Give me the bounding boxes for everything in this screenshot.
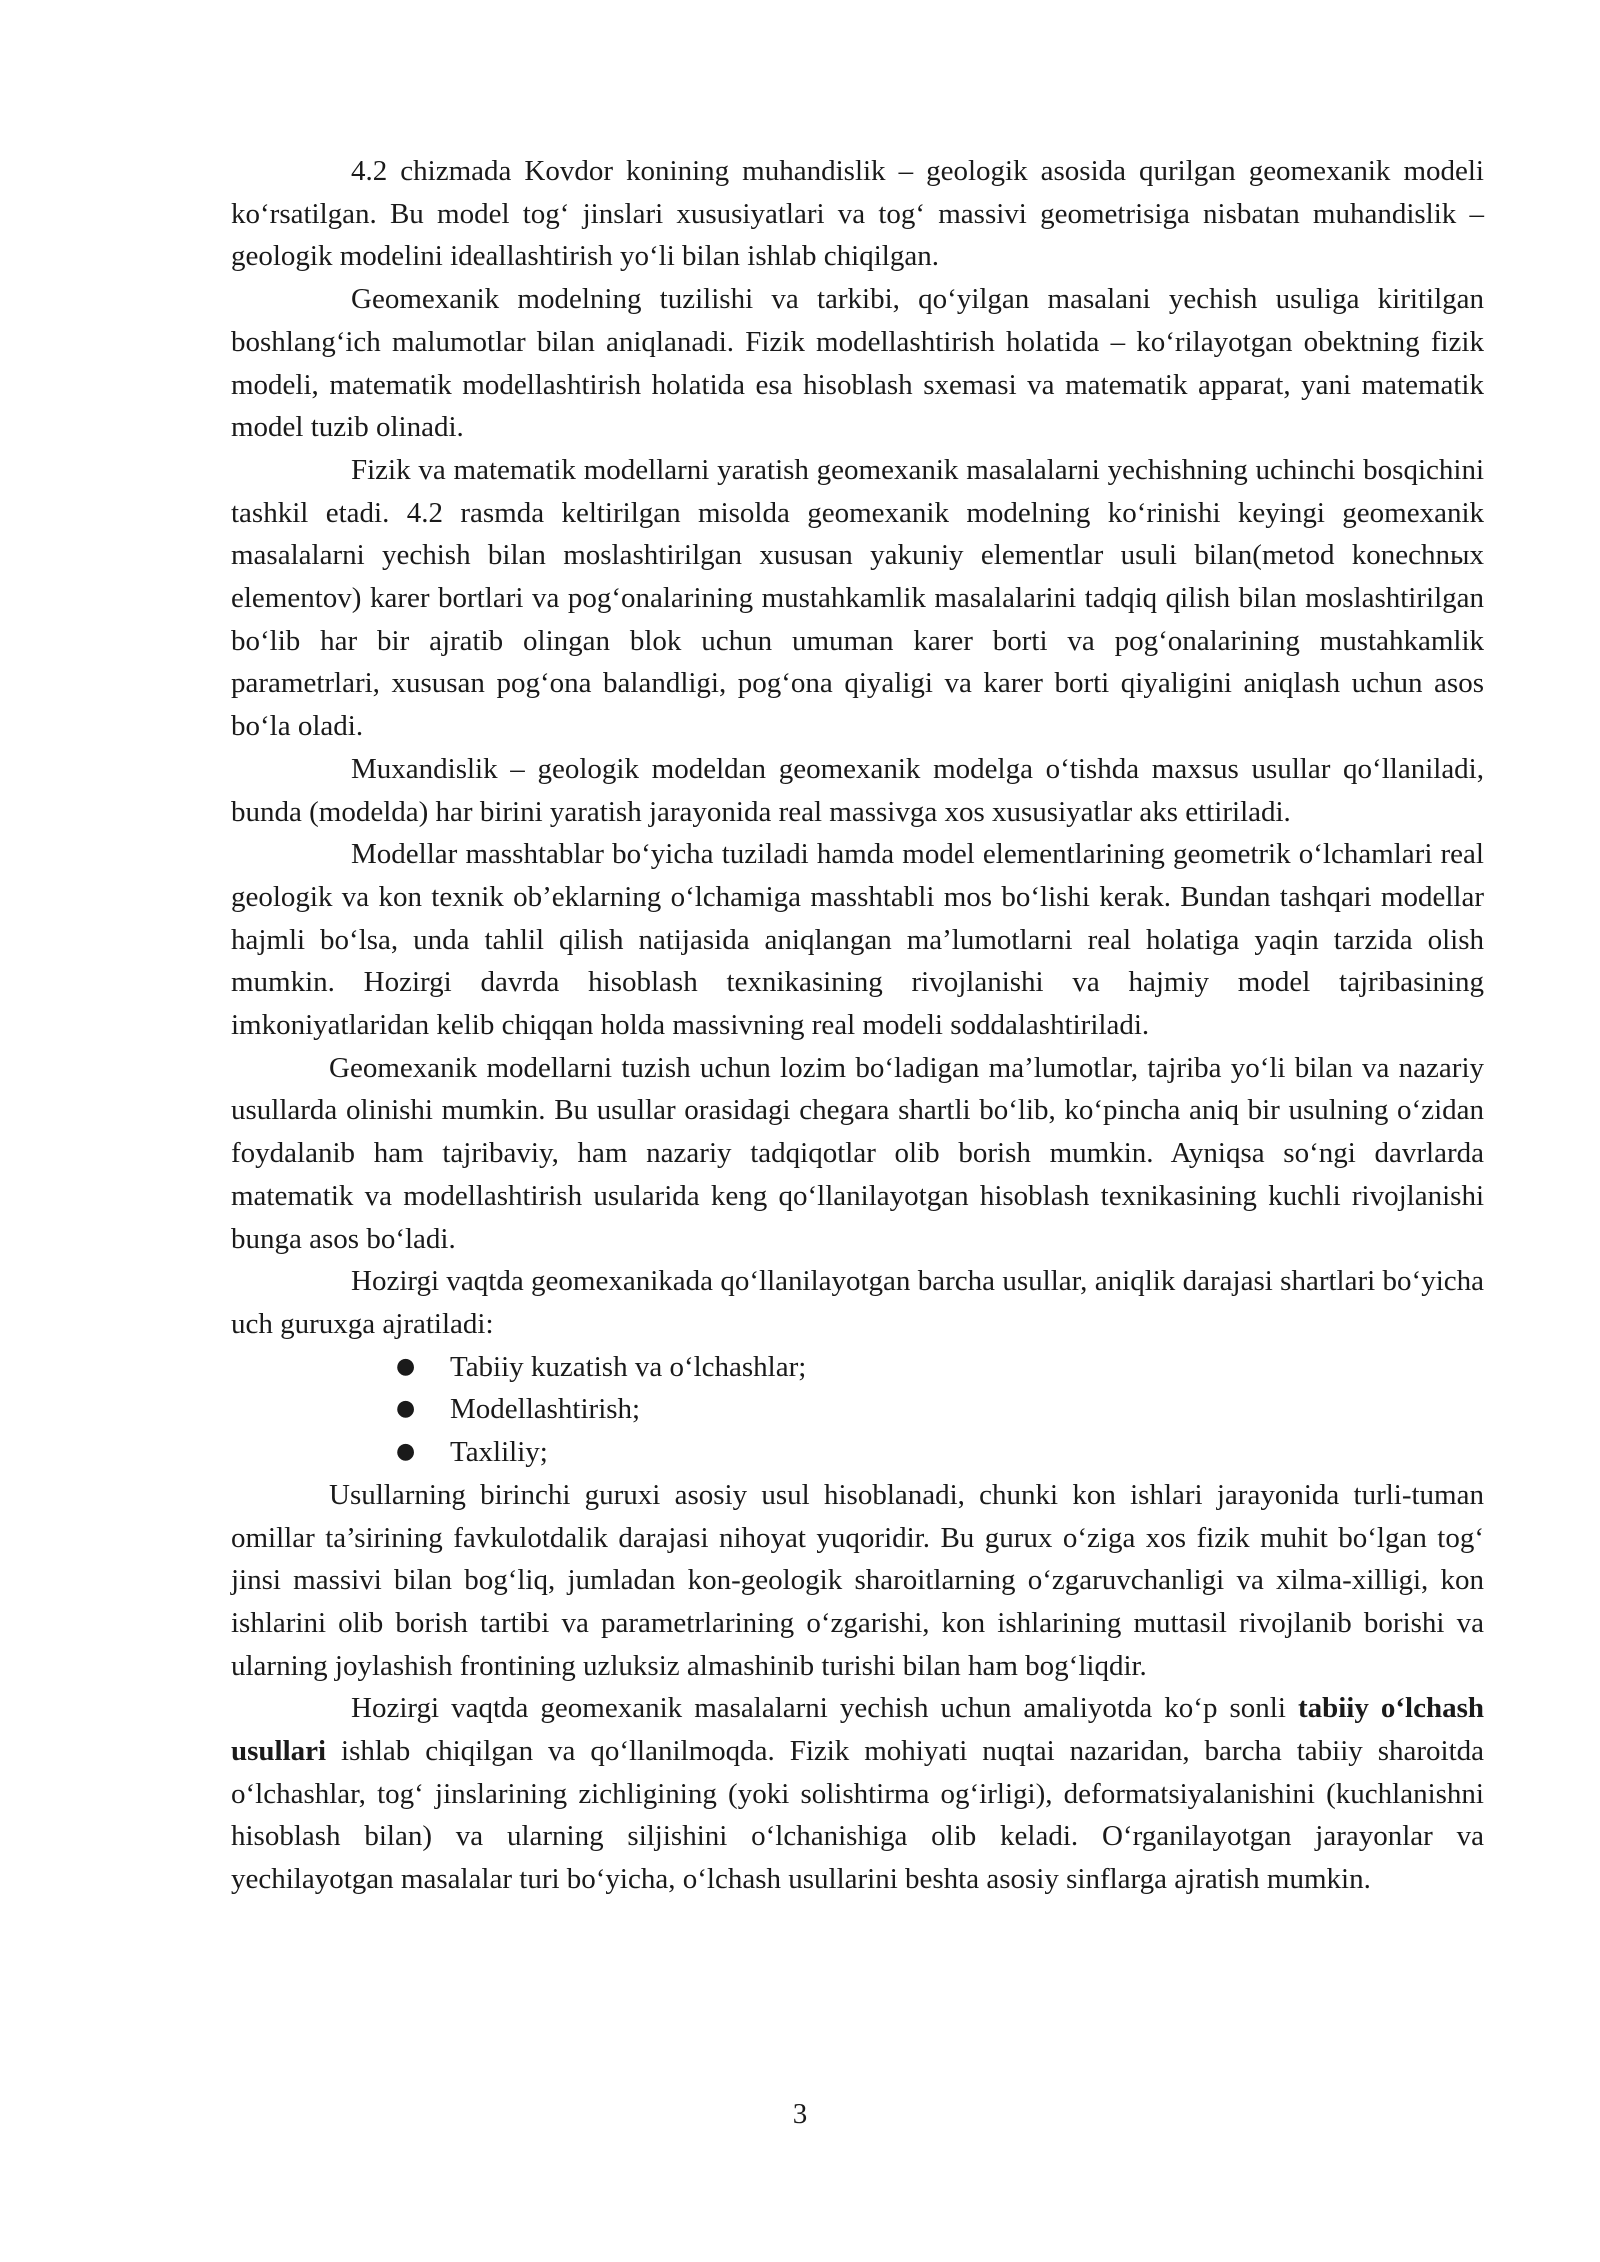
paragraph: 4.2 chizmada Kovdor konining muhandislik – geologik asosida qurilgan geomexanik modeli ko‘rsatilgan. Bu model tog‘ jinslari xususiyatlari va tog‘ massivi geometrisiga nisbatan muhandislik – geologik modelini ideallashtirish yo‘li bilan ishlab chiqilgan.	[231, 155, 1484, 273]
list-item-text: Taxliliy;	[450, 1436, 548, 1469]
list-item-text: Tabiiy kuzatish va o‘lchashlar;	[450, 1350, 807, 1383]
paragraph: Usullarning birinchi guruxi asosiy usul hisoblanadi, chunki kon ishlari jarayonida turli-tuman omillar ta’sirining favkulotdalik darajasi nihoyat yuqoridir. Bu gurux o‘ziga xos fizik muhit bo‘lgan tog‘ jinsi massivi bilan bog‘liq, jumladan kon-geologik sharoitlarning o‘zgaruvchanligi va xilma-xilligi, kon ishlarini olib borish tartibi va parametrlarining o‘zgarishi, kon ishlarining muttasil rivojlanib borishi va ularning joylashish frontining uzluksiz almashinib turishi bilan ham bog‘liqdir.	[231, 1478, 1484, 1682]
paragraph: Geomexanik modellarni tuzish uchun lozim bo‘ladigan ma’lumotlar, tajriba yo‘li bilan va nazariy usullarda olinishi mumkin. Bu usullar orasidagi chegara shartli bo‘lib, ko‘pincha aniq bir usulning o‘zidan foydalanib ham tajribaviy, ham nazariy tadqiqotlar olib borish mumkin. Ayniqsa so‘ngi davrlarda matematik va modellashtirish usularida keng qo‘llanilayotgan hisoblash texnikasining kuchli rivojlanishi bunga asos bo‘ladi.	[231, 1051, 1484, 1255]
paragraph: Hozirgi vaqtda geomexanikada qo‘llanilayotgan barcha usullar, aniqlik darajasi shartlari bo‘yicha uch guruxga ajratiladi:	[231, 1265, 1484, 1340]
bullet-icon: ●	[396, 1396, 416, 1422]
paragraph-with-bold-term	[231, 1687, 1484, 1901]
paragraph-text-before: Hozirgi vaqtda geomexanik masalalarni yechish uchun amaliyotda ko‘p sonli	[351, 1692, 1298, 1725]
list-item	[396, 1431, 1484, 1474]
list-item	[396, 1346, 1484, 1389]
document-page	[231, 150, 1484, 1901]
paragraph-text-after: ishlab chiqilgan va qo‘llanilmoqda. Fizik mohiyati nuqtai nazaridan, barcha tabiiy sharoitda o‘lchashlar, tog‘ jinslarining zichligining (yoki solishtirma og‘irligi), deformatsiyalanishini (kuchlanishni hisoblash bilan) va ularning siljishini o‘lchanishiga olib keladi. O‘rganilayotgan jarayonlar va yechilayotgan masalalar turi bo‘yicha, o‘lchash usullarini beshta asosiy sinflarga ajratish mumkin.	[231, 1735, 1484, 1896]
paragraph: Geomexanik modelning tuzilishi va tarkibi, qo‘yilgan masalani yechish usuliga kiritilgan boshlang‘ich malumotlar bilan aniqlanadi. Fizik modellashtirish holatida – ko‘rilayotgan obektning fizik modeli, matematik modellashtirish holatida esa hisoblash sxemasi va matematik apparat, yani matematik model tuzib olinadi.	[231, 283, 1484, 444]
list-item-text: Modellashtirish;	[450, 1393, 641, 1426]
bullet-icon: ●	[396, 1353, 416, 1379]
paragraph: Muxandislik – geologik modeldan geomexanik modelga o‘tishda maxsus usullar qo‘llaniladi, bunda (modelda) har birini yaratish jarayonida real massivga xos xususiyatlar aks ettiriladi.	[231, 752, 1484, 828]
paragraph: Fizik va matematik modellarni yaratish geomexanik masalalarni yechishning uchinchi bosqichini tashkil etadi. 4.2 rasmda keltirilgan misolda geomexanik modelning ko‘rinishi keyingi geomexanik masalalarni yechish bilan moslashtirilgan xususan yakuniy elementlar usuli bilan(metod konechnыx elementov) karer bortlari va pog‘onalarining mustahkamlik masalalarini tadqiq qilish bilan moslashtirilgan bo‘lib har bir ajratib olingan blok uchun umuman karer borti va pog‘onalarining mustahkamlik parametrlari, xususan pog‘ona balandligi, pog‘ona qiyaligi va karer borti qiyaligini aniqlash uchun asos bo‘la oladi.	[231, 453, 1484, 743]
list-item	[396, 1388, 1484, 1431]
page-number: 3	[792, 2098, 808, 2130]
paragraph: Modellar masshtablar bo‘yicha tuziladi hamda model elementlarining geometrik o‘lchamlari real geologik va kon texnik ob’eklarning o‘lchamiga masshtabli mos bo‘lishi kerak. Bundan tashqari modellar hajmli bo‘lsa, unda tahlil qilish natijasida aniqlangan ma’lumotlarni real holatiga yaqin tarzida olish mumkin. Hozirgi davrda hisoblash texnikasining rivojlanishi va hajmiy model tajribasining imkoniyatlaridan kelib chiqqan holda massivning real modeli soddalashtiriladi.	[231, 838, 1484, 1042]
bullet-icon: ●	[396, 1439, 416, 1465]
bullet-list	[231, 1346, 1484, 1474]
bold-term: tabiiy o‘lchash usullari	[231, 1692, 1485, 1768]
